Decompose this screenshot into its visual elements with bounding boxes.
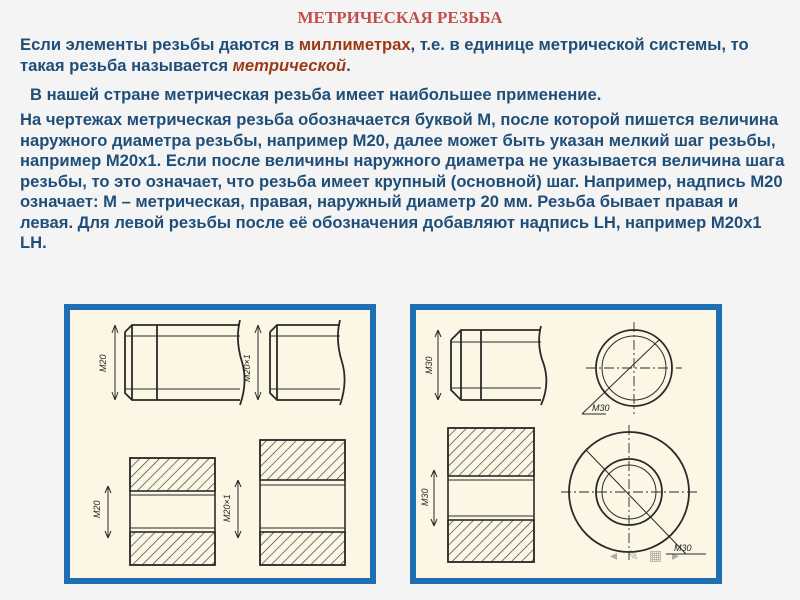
page-title: МЕТРИЧЕСКАЯ РЕЗЬБА	[297, 8, 503, 27]
paragraph-intro-part3: .	[346, 55, 351, 75]
drawing-panel-left	[64, 304, 376, 584]
paragraph-intro-part2: , т.е. в единице метрической системы, то такая резьба называется	[20, 35, 749, 75]
label-m30-leader-top: M30	[592, 403, 610, 413]
paragraph-usage: В нашей стране метрическая резьба имеет наибольшее применение.	[30, 85, 602, 104]
label-m30-vertical-top: M30	[424, 356, 434, 374]
label-m20x1-bottom: M20×1	[222, 494, 232, 522]
label-m20-top: M20	[98, 354, 108, 372]
grid-icon[interactable]: ▦	[648, 548, 662, 564]
play-icon[interactable]: ◂	[610, 548, 618, 564]
pen-icon[interactable]: ✎	[627, 548, 639, 564]
label-m20-bottom: M20	[92, 500, 102, 518]
thread-drawings-left	[70, 310, 370, 578]
menu-icon[interactable]: ▸	[672, 548, 680, 564]
label-m20x1-top: M20×1	[242, 354, 252, 382]
thread-drawings-right	[416, 310, 716, 578]
highlight-metric: метрической	[232, 55, 347, 75]
highlight-millimeters: миллиметрах	[298, 35, 411, 54]
label-m30-leader-bottom: M30	[674, 543, 692, 553]
paragraph-intro-part1: Если элементы резьбы даются в	[20, 35, 299, 54]
paragraph-designation: На чертежах метрическая резьба обозначается буквой М, после которой пишется величина наружного диаметра резьбы, например М20, далее может быть указан мелкий шаг резьбы, например М20х1. Если после величины наружного диаметра не указывается величина шага резьбы, то это означает, что резьба имеет крупный (основной) шаг. Например, надпись М20 означает: М – метрическая, правая, наружный диаметр 20 мм. Резьба бывает правая и левая. Для левой резьбы после её обозначения добавляют надпись LH, например М20х1 LH.	[20, 110, 785, 252]
drawing-panel-right	[410, 304, 722, 584]
paragraph-intro	[20, 35, 790, 76]
slide-toolbar	[610, 548, 679, 564]
label-m30-vertical-bottom: M30	[420, 488, 430, 506]
